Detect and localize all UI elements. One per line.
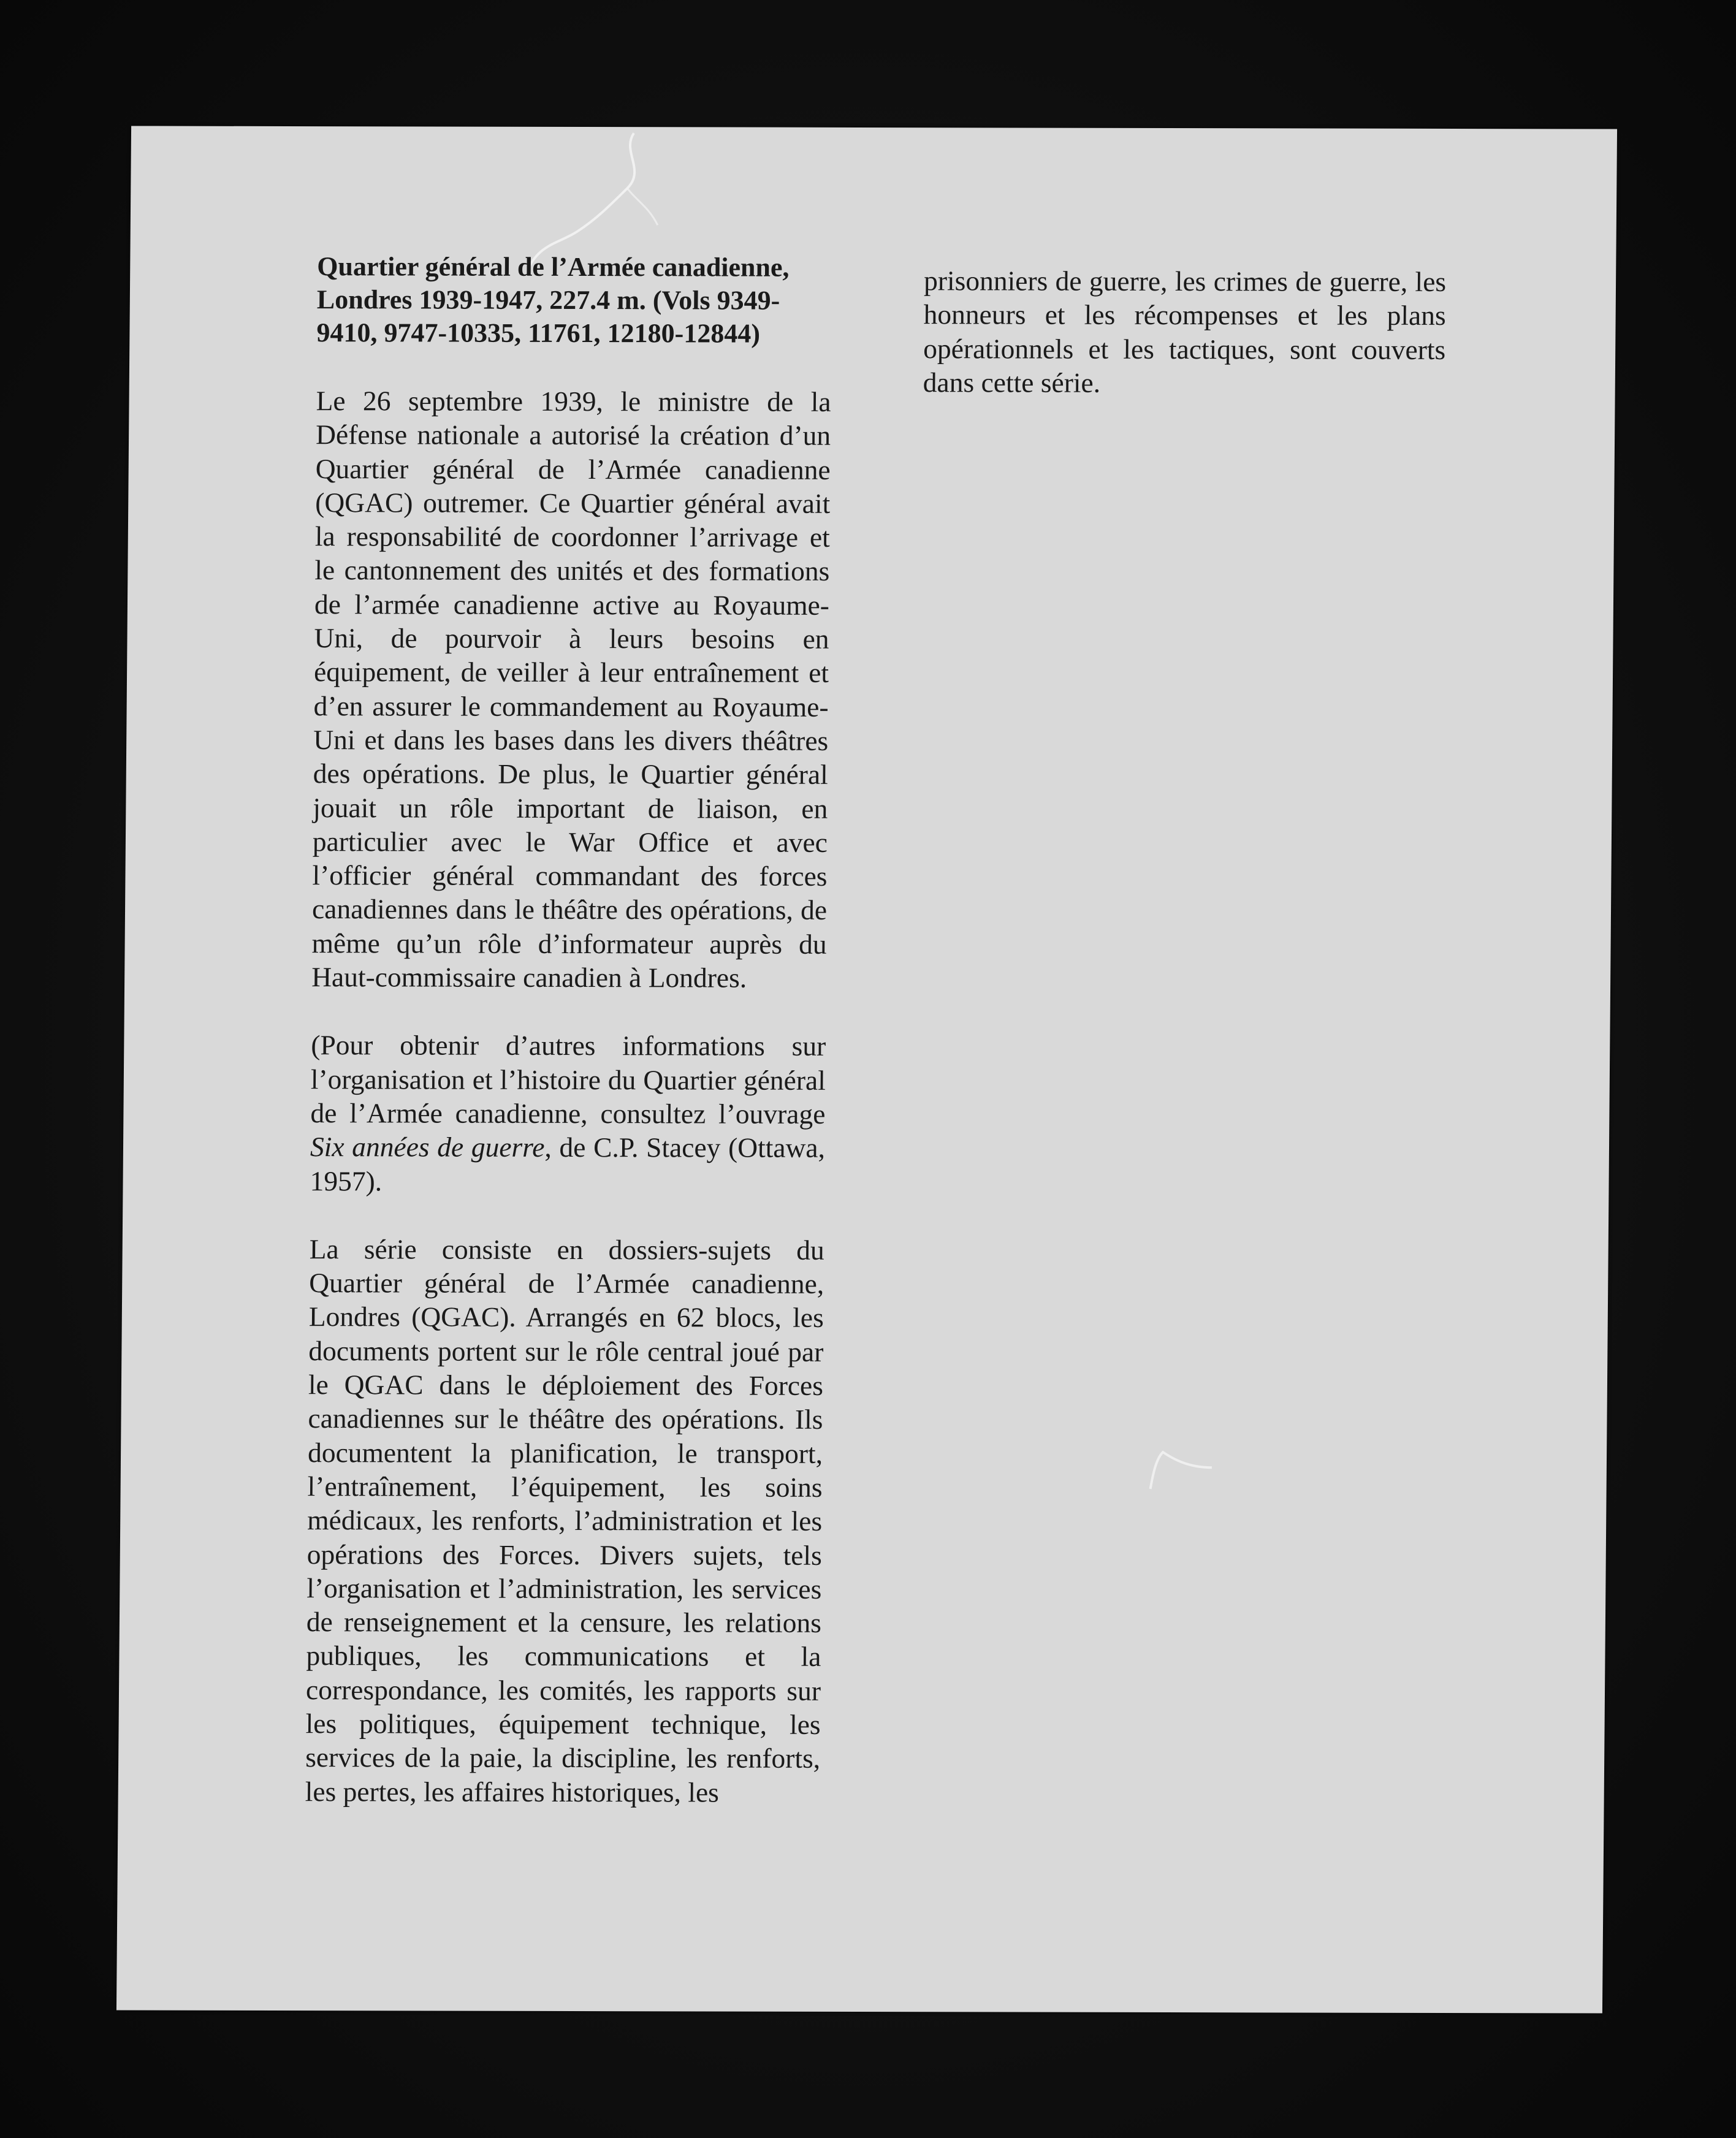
- paper-fiber-artifact: [1138, 1440, 1225, 1495]
- reference-text-after: , de C.P. Stacey (Ottawa, 1957).: [310, 1132, 826, 1196]
- paragraph-series-description: La série consiste en dossiers-sujets du Quartier général de l’Armée canadienne, Londres (QGAC). Arrangés en 62 blocs, les documents portent sur le rôle central joué par le QGAC dans le déploiement des Forces canadiennes sur le théâtre des opérations. Ils documentent la planification, le transport, l’entraînement, l’équipement, les soins médicaux, les renforts, l’administration et les opérations des Forces. Divers sujets, tels l’organisation et l’administration, les services de renseignement et la censure, les relations publiques, les communications et la correspondance, les comités, les rapports sur les politiques, équipement technique, les services de la paie, la discipline, les renforts, les pertes, les affaires historiques, les: [305, 1233, 824, 1808]
- right-column: [923, 264, 1447, 400]
- paragraph-reference: [310, 1028, 826, 1198]
- document-page: [116, 126, 1617, 2013]
- series-heading: Quartier général de l’Armée canadienne, Londres 1939-1947, 227.4 m. (Vols 9349-9410, 9747-10335, 11761, 12180-12844): [316, 251, 790, 349]
- left-column: [305, 250, 832, 1809]
- book-title: Six années de guerre: [310, 1131, 545, 1163]
- paragraph-history: Le 26 septembre 1939, le ministre de la Défense nationale a autorisé la création d’un Quartier général de l’Armée canadienne (QGAC) outremer. Ce Quartier général avait la responsabilité de coordonner l’arrivage et le cantonnement des unités et des formations de l’armée canadienne active au Royaume-Uni, de pourvoir à leurs besoins en équipement, de veiller à leur entraînement et d’en assurer le commandement au Royaume-Uni et dans les bases dans les divers théâtres des opérations. De plus, le Quartier général jouait un rôle important de liaison, en particulier avec le War Office et avec l’officier général commandant des forces canadiennes dans le théâtre des opérations, de même qu’un rôle d’informateur auprès du Haut-commissaire canadien à Londres.: [311, 385, 831, 994]
- paragraph-series-description-continued: prisonniers de guerre, les crimes de guerre, les honneurs et les récompenses et les plans opérationnels et les tactiques, sont couverts dans cette série.: [923, 265, 1447, 398]
- reference-text-before: (Pour obtenir d’autres informations sur l’organisation et l’histoire du Quartier général de l’Armée canadienne, consultez l’ouvrage: [310, 1029, 826, 1130]
